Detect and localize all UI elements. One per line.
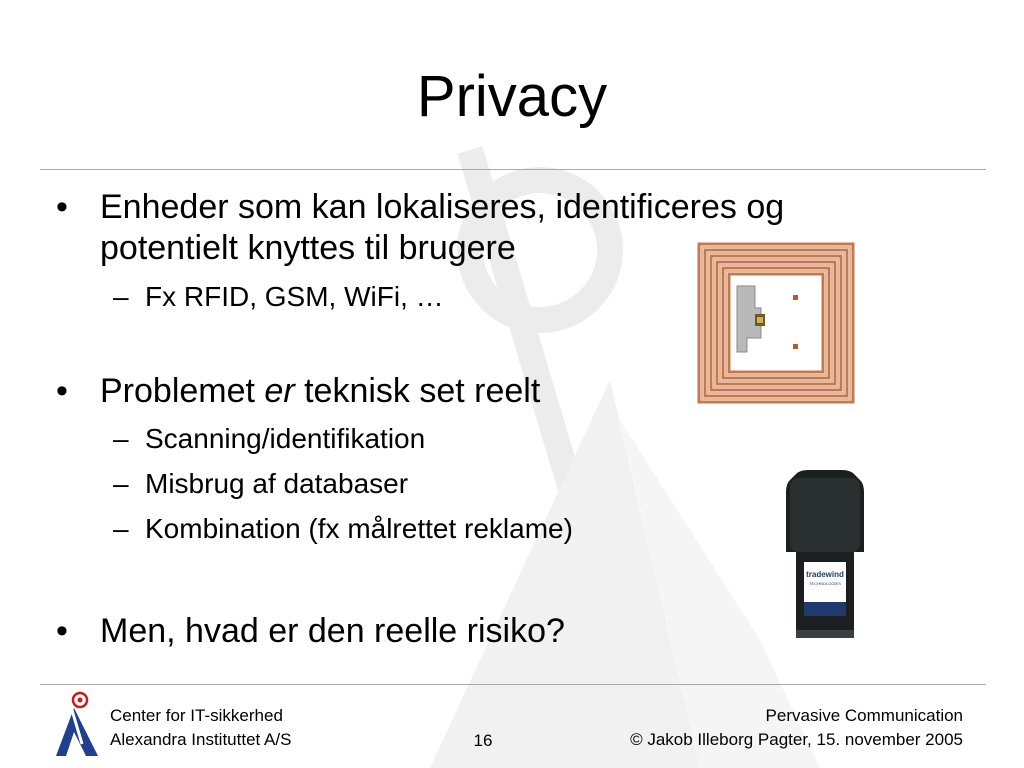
wifi-card-image <box>786 470 864 638</box>
sub-bullet-symbol: – <box>113 281 129 312</box>
bullet-text <box>100 372 540 410</box>
alexandra-institute-logo <box>52 690 102 758</box>
bullet-symbol: • <box>56 188 68 226</box>
sub-bullet-text: Fx RFID, GSM, WiFi, … <box>145 281 444 312</box>
bullet-text-emphasis: er <box>264 372 295 410</box>
bullet-text: Men, hvad er den reelle risiko? <box>100 612 565 650</box>
page-number: 16 <box>473 731 493 750</box>
sub-bullet-symbol: – <box>113 468 129 499</box>
footer-institute: Alexandra Instituttet A/S <box>110 730 292 749</box>
sub-bullet-text: Scanning/identifikation <box>145 423 426 454</box>
card-brand-subtext: TECHNOLOGIES <box>809 581 841 586</box>
bullet-text-line: potentielt knyttes til brugere <box>100 229 516 267</box>
slide-title: Privacy <box>416 64 608 129</box>
bullet-text-part: teknisk set reelt <box>294 372 541 410</box>
bullet-symbol: • <box>56 372 68 410</box>
sub-bullet-symbol: – <box>113 423 129 454</box>
card-brand-text: tradewind <box>806 570 844 579</box>
footer-organization: Center for IT-sikkerhed <box>110 706 283 725</box>
footer-divider <box>40 684 986 685</box>
bullet-symbol: • <box>56 612 68 650</box>
footer-copyright: © Jakob Illeborg Pagter, 15. november 2005 <box>630 730 963 749</box>
footer-right <box>630 704 963 752</box>
sub-bullet-symbol: – <box>113 513 129 544</box>
title-divider <box>40 169 986 170</box>
bullet-text-line: Enheder som kan lokaliseres, identificeres og <box>100 188 785 226</box>
sub-bullet-text: Misbrug af databaser <box>145 468 409 499</box>
footer-left <box>110 704 291 752</box>
sub-bullet-text: Kombination (fx målrettet reklame) <box>145 513 573 544</box>
bullet-text-part: Problemet <box>100 372 265 410</box>
rfid-tag-image <box>695 240 857 406</box>
footer-course: Pervasive Communication <box>765 706 963 725</box>
